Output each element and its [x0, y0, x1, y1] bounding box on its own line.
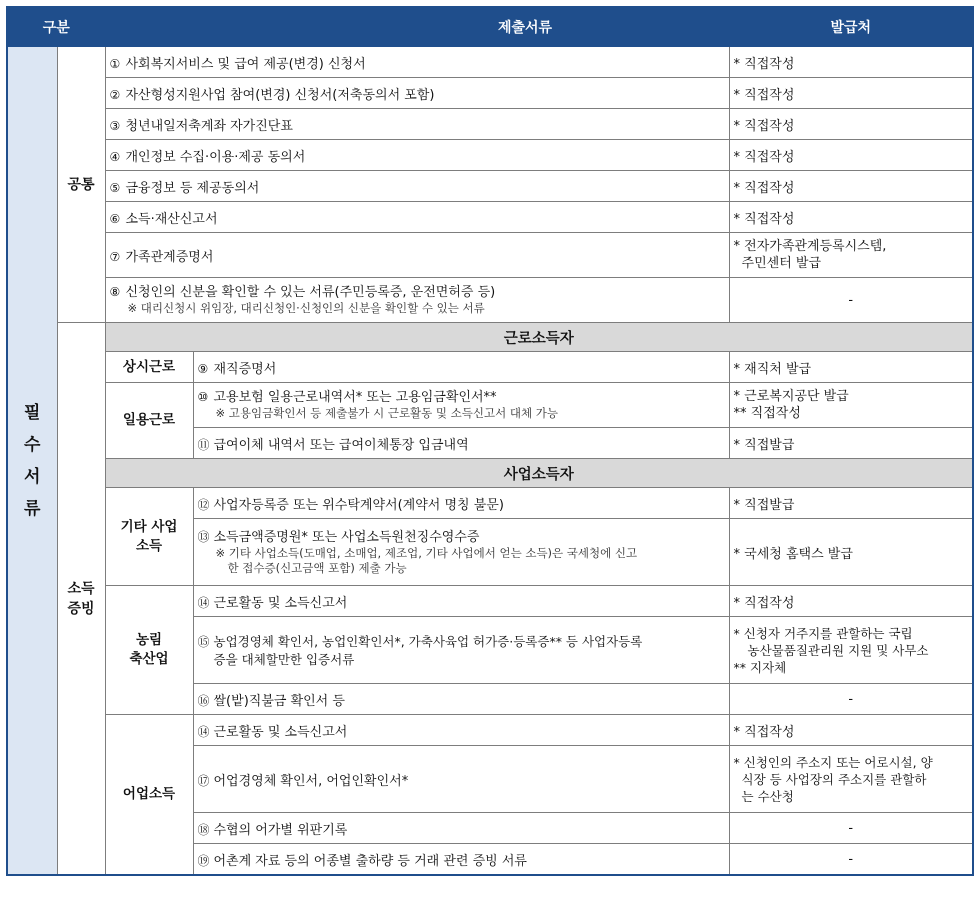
doc-row-13: ⑬ 소득금액증명원* 또는 사업소득원천징수영수증 ※ 기타 사업소득(도매업, 소매업, 제조업, 기타 사업에서 얻는 소득)은 국세청에 신고 한 접수증(신고금액 포함) 제출 가능: [193, 519, 729, 586]
doc-row-6: ⑥ 소득·재산신고서: [105, 202, 729, 233]
doc-row-2: ② 자산형성지원사업 참여(변경) 신청서(저축동의서 포함): [105, 78, 729, 109]
doc-row-18: ⑱ 수협의 어가별 위판기록: [193, 813, 729, 844]
issuer-row-3: * 직접작성: [729, 109, 973, 140]
issuer-row-5: * 직접작성: [729, 171, 973, 202]
doc-row-10: ⑩ 고용보험 일용근로내역서* 또는 고용임금확인서** ※ 고용임금확인서 등 제출불가 시 근로활동 및 소득신고서 대체 가능: [193, 383, 729, 428]
business-income-section: 사업소득자: [105, 459, 973, 488]
issuer-row-13: * 국세청 홈택스 발급: [729, 519, 973, 586]
agriculture-label: 농림 축산업: [105, 586, 193, 715]
issuer-row-16: -: [729, 684, 973, 715]
issuer-row-1: * 직접작성: [729, 47, 973, 78]
doc-row-12: ⑫ 사업자등록증 또는 위수탁계약서(계약서 명칭 불문): [193, 488, 729, 519]
doc-row-14-agri: ⑭ 근로활동 및 소득신고서: [193, 586, 729, 617]
header-documents: 제출서류: [105, 7, 729, 47]
issuer-row-15: * 신청자 거주지를 관할하는 국립 농산물품질관리원 지원 및 사무소 ** 지자체: [729, 617, 973, 684]
doc-row-14-fishery: ⑭ 근로활동 및 소득신고서: [193, 715, 729, 746]
doc-row-1: ① 사회복지서비스 및 급여 제공(변경) 신청서: [105, 47, 729, 78]
issuer-row-10: * 근로복지공단 발급 ** 직접작성: [729, 383, 973, 428]
required-documents-sheet: [6, 6, 972, 876]
issuer-row-4: * 직접작성: [729, 140, 973, 171]
issuer-row-14-agri: * 직접작성: [729, 586, 973, 617]
header-category: 구분: [7, 7, 105, 47]
doc-row-17: ⑰ 어업경영체 확인서, 어업인확인서*: [193, 746, 729, 813]
header-issuer: 발급처: [729, 7, 973, 47]
doc-row-15: ⑮ 농업경영체 확인서, 농업인확인서*, 가축사육업 허가증·등록증** 등 사업자등록 증을 대체할만한 입증서류: [193, 617, 729, 684]
income-proof-label: 소득 증빙: [57, 323, 105, 876]
issuer-row-14-fishery: * 직접작성: [729, 715, 973, 746]
common-label: 공통: [57, 47, 105, 323]
doc-row-3: ③ 청년내일저축계좌 자가진단표: [105, 109, 729, 140]
doc-row-16: ⑯ 쌀(밭)직불금 확인서 등: [193, 684, 729, 715]
labor-income-section: 근로소득자: [105, 323, 973, 352]
issuer-row-12: * 직접발급: [729, 488, 973, 519]
issuer-row-2: * 직접작성: [729, 78, 973, 109]
required-docs-label: 필 수 서 류: [7, 47, 57, 876]
doc-row-7: ⑦ 가족관계증명서: [105, 233, 729, 278]
issuer-row-7: * 전자가족관계등록시스템, 주민센터 발급: [729, 233, 973, 278]
issuer-row-19: -: [729, 844, 973, 876]
doc-row-19: ⑲ 어촌계 자료 등의 어종별 출하량 등 거래 관련 증빙 서류: [193, 844, 729, 876]
doc-row-9: ⑨ 재직증명서: [193, 352, 729, 383]
doc-row-4: ④ 개인정보 수집·이용·제공 동의서: [105, 140, 729, 171]
issuer-row-18: -: [729, 813, 973, 844]
issuer-row-8: -: [729, 278, 973, 323]
doc-row-5: ⑤ 금융정보 등 제공동의서: [105, 171, 729, 202]
daily-work-label: 일용근로: [105, 383, 193, 459]
doc-row-8: ⑧ 신청인의 신분을 확인할 수 있는 서류(주민등록증, 운전면허증 등) ※ 대리신청시 위임장, 대리신청인·신청인의 신분을 확인할 수 있는 서류: [105, 278, 729, 323]
other-business-label: 기타 사업 소득: [105, 488, 193, 586]
issuer-row-9: * 재직처 발급: [729, 352, 973, 383]
issuer-row-11: * 직접발급: [729, 428, 973, 459]
regular-work-label: 상시근로: [105, 352, 193, 383]
issuer-row-6: * 직접작성: [729, 202, 973, 233]
issuer-row-17: * 신청인의 주소지 또는 어로시설, 양 식장 등 사업장의 주소지를 관할하 는 수산청: [729, 746, 973, 813]
fishery-label: 어업소득: [105, 715, 193, 876]
doc-row-11: ⑪ 급여이체 내역서 또는 급여이체통장 입금내역: [193, 428, 729, 459]
required-documents-table: [6, 6, 974, 876]
